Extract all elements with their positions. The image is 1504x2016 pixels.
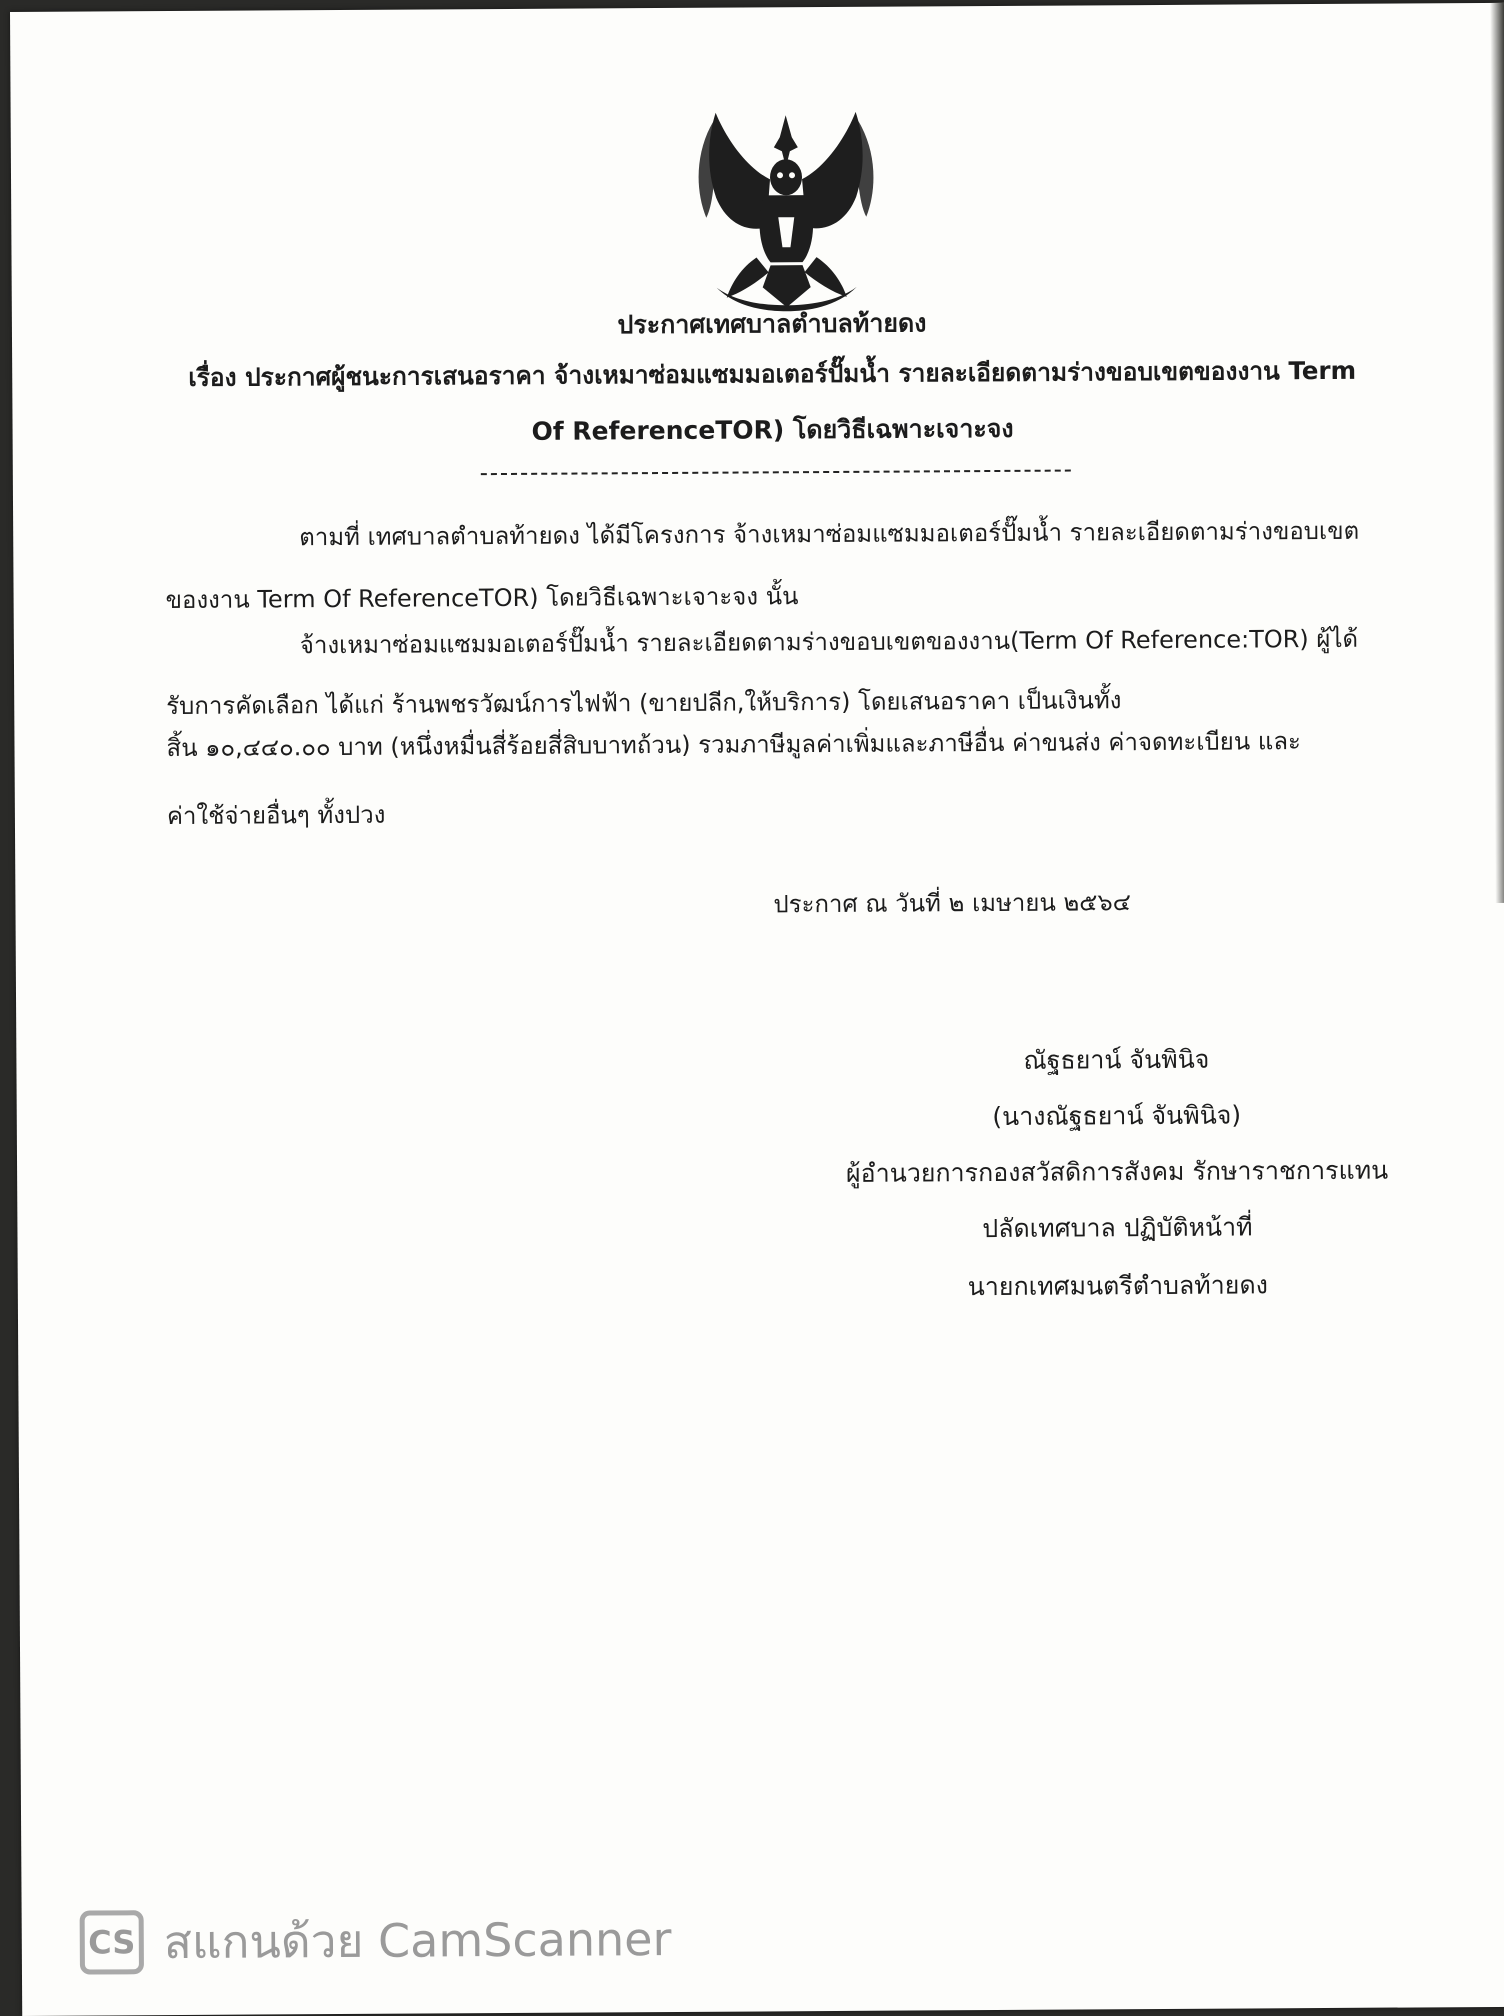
paragraph-1-line-1: ตามที่ เทศบาลตำบลท้ายดง ได้มีโครงการ จ้างเหมาซ่อมแซมมอเตอร์ปั๊มน้ำ รายละเอียดตามร่างขอบเขต xyxy=(299,516,1360,552)
page-edge-shadow xyxy=(1490,3,1504,903)
signature-name: ณัฐธยาน์ จันพินิจ xyxy=(1023,1044,1210,1075)
document-page xyxy=(10,3,1504,2016)
announcement-title: ประกาศเทศบาลตำบลท้ายดง xyxy=(617,308,927,340)
paragraph-2-line-3: สิ้น ๑๐,๔๔๐.๐๐ บาท (หนึ่งหมื่นสี่ร้อยสี่สิบบาทถ้วน) รวมภาษีมูลค่าเพิ่มและภาษีอื่น ค่าขนส่ง ค่าจดทะเบียน และ xyxy=(166,727,1301,763)
garuda-emblem-icon xyxy=(686,107,887,313)
position-line-2: ปลัดเทศบาล ปฏิบัติหน้าที่ xyxy=(982,1212,1253,1244)
position-line-3: นายกเทศมนตรีตำบลท้ายดง xyxy=(967,1270,1268,1302)
paragraph-1-line-2: ของงาน Term Of ReferenceTOR) โดยวิธีเฉพาะเจาะจง นั้น xyxy=(165,582,799,615)
watermark-text: สแกนด้วย CamScanner xyxy=(163,1911,672,1969)
paragraph-2-line-4: ค่าใช้จ่ายอื่นๆ ทั้งปวง xyxy=(166,800,386,831)
dashed-divider xyxy=(481,470,1071,476)
paragraph-2-line-1: จ้างเหมาซ่อมแซมมอเตอร์ปั๊มน้ำ รายละเอียดตามร่างขอบเขตของงาน(Term Of Reference:TOR) ผู้ได้ xyxy=(299,624,1359,660)
camscanner-watermark xyxy=(80,1904,672,1978)
subject-line-1: เรื่อง ประกาศผู้ชนะการเสนอราคา จ้างเหมาซ่อมแซมมอเตอร์ปั๊มน้ำ รายละเอียดตามร่างขอบเขตของงาน Term xyxy=(188,355,1357,392)
announcement-date: ประกาศ ณ วันที่ ๒ เมษายน ๒๕๖๔ xyxy=(773,888,1131,919)
camscanner-logo-icon: CS xyxy=(80,1910,144,1974)
subject-line-2: Of ReferenceTOR) โดยวิธีเฉพาะเจาะจง xyxy=(531,413,1014,446)
printed-name: (นางณัฐธยาน์ จันพินิจ) xyxy=(992,1100,1242,1132)
position-line-1: ผู้อำนวยการกองสวัสดิการสังคม รักษาราชการแทน xyxy=(845,1155,1389,1188)
paragraph-2-line-2: รับการคัดเลือก ได้แก่ ร้านพชรวัฒน์การไฟฟ้า (ขายปลีก,ให้บริการ) โดยเสนอราคา เป็นเงินทั้ง xyxy=(166,686,1122,721)
